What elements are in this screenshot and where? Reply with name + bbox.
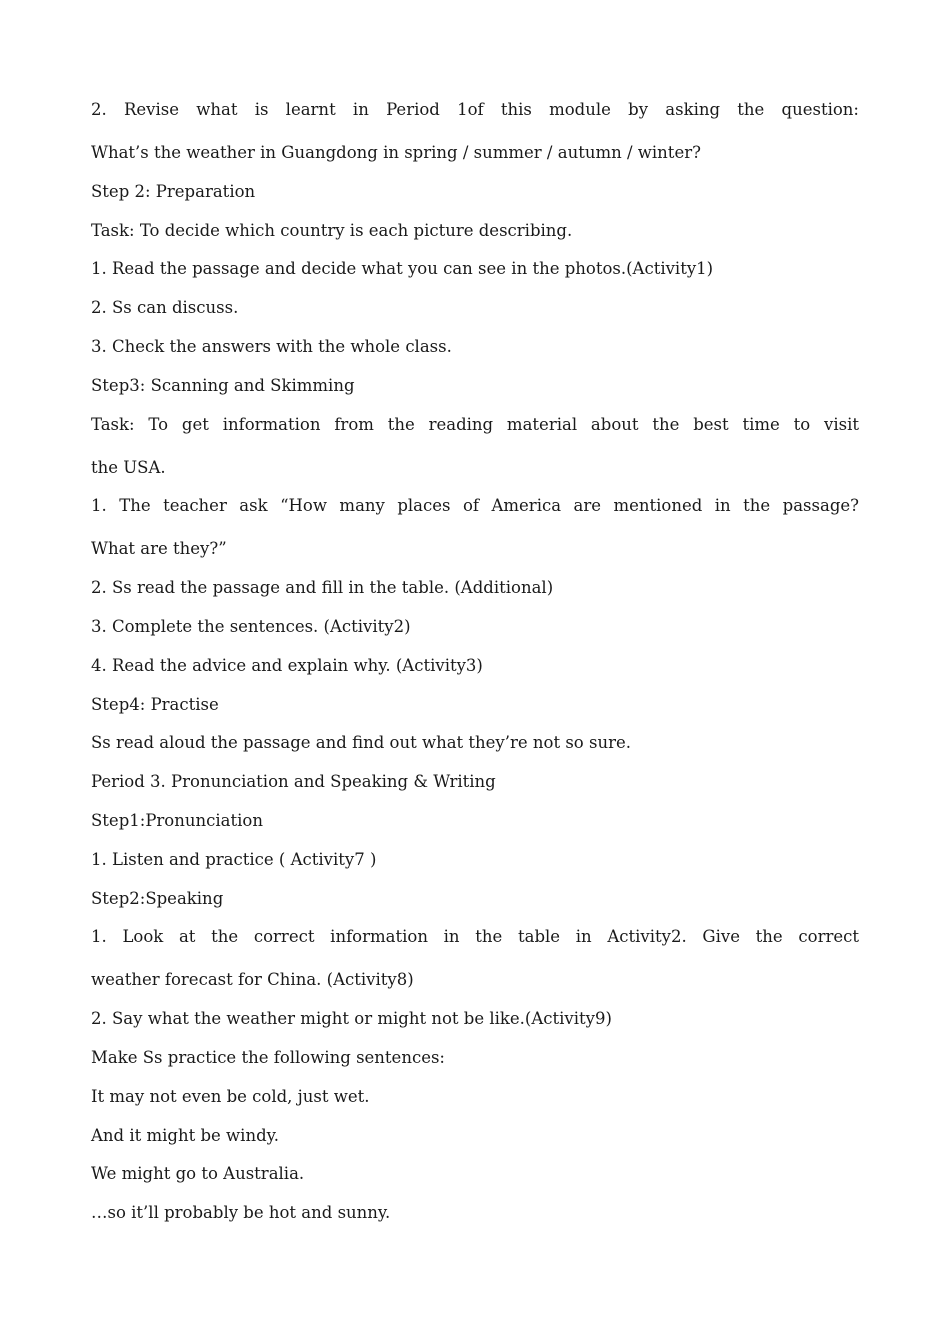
text-line: 2. Say what the weather might or might not be like.(Activity9)	[91, 1009, 612, 1029]
text-line: 1. The teacher ask “How many places of America are mentioned in the passage?	[91, 496, 859, 516]
text-line: What’s the weather in Guangdong in spring / summer / autumn / winter?	[91, 143, 701, 162]
text-line: 1. Read the passage and decide what you can see in the photos.(Activity1)	[91, 259, 714, 279]
section-heading: Step4: Practise	[91, 694, 219, 714]
section-heading: Step 2: Preparation	[91, 181, 256, 201]
example-sentence: We might go to Australia.	[91, 1164, 305, 1184]
example-sentence: It may not even be cold, just wet.	[91, 1086, 370, 1106]
text-line: 2. Revise what is learnt in Period 1of this module by asking the question:	[91, 100, 859, 119]
text-line: Task: To get information from the reading material about the best time to visit	[91, 414, 859, 434]
example-sentence: And it might be windy.	[91, 1125, 280, 1145]
text-line: 3. Complete the sentences. (Activity2)	[91, 616, 411, 636]
text-line: Task: To decide which country is each picture describing.	[91, 220, 573, 240]
text-line: 3. Check the answers with the whole class.	[91, 336, 452, 356]
example-sentence: …so it’ll probably be hot and sunny.	[91, 1203, 391, 1223]
text-line: 2. Ss can discuss.	[91, 298, 239, 318]
text-line: the USA.	[91, 457, 166, 477]
period-heading: Period 3. Pronunciation and Speaking & Writing	[91, 772, 496, 792]
text-line: What are they?”	[91, 539, 227, 559]
text-line: 1. Look at the correct information in the table in Activity2. Give the correct	[91, 927, 859, 947]
section-heading: Step1:Pronunciation	[91, 810, 263, 830]
text-line: weather forecast for China. (Activity8)	[91, 970, 414, 990]
text-line: 2. Ss read the passage and fill in the table. (Additional)	[91, 578, 554, 598]
text-line: Ss read aloud the passage and find out what they’re not so sure.	[91, 733, 631, 753]
document-body	[91, 100, 859, 1242]
section-heading: Step3: Scanning and Skimming	[91, 375, 355, 395]
section-heading: Step2:Speaking	[91, 888, 224, 908]
text-line: 1. Listen and practice ( Activity7 )	[91, 849, 377, 869]
text-line: 4. Read the advice and explain why. (Activity3)	[91, 655, 483, 675]
text-line: Make Ss practice the following sentences:	[91, 1047, 445, 1067]
